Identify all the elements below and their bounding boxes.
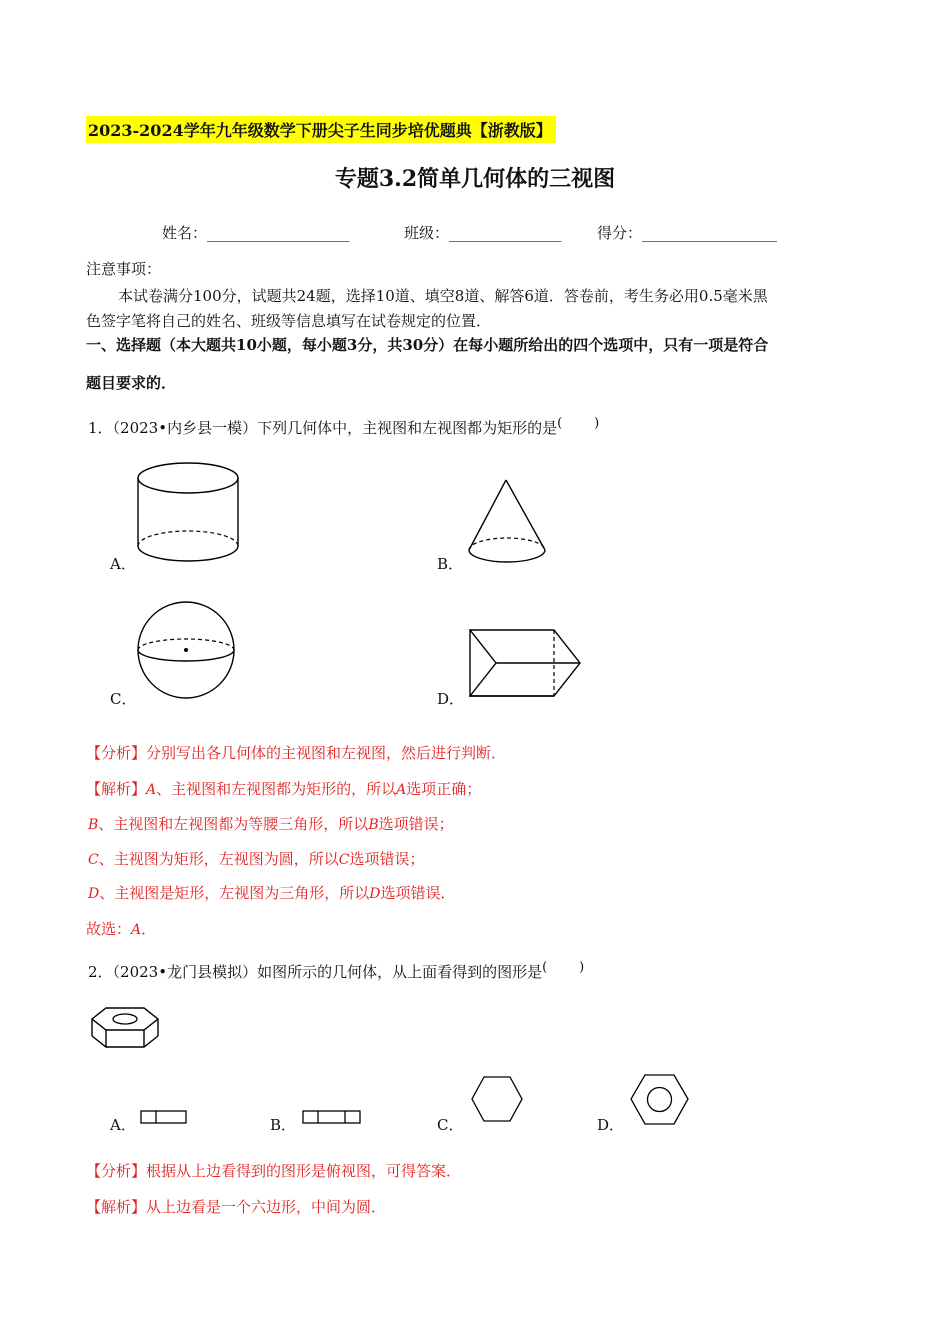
q2-option-c-label: C． (437, 1116, 464, 1134)
notice-line-2: 色签字笔将自己的姓名、班级等信息填写在试卷规定的位置． (86, 312, 492, 330)
q1-sol-d-end: 选项错误． (380, 884, 456, 902)
q1-answer-paren: ( ) (557, 416, 602, 431)
cylinder-figure (136, 462, 240, 566)
q2-analysis: 【分析】根据从上边看得到的图形是俯视图，可得答案． (86, 1162, 462, 1180)
q1-answer-prefix: 故选： (86, 920, 132, 938)
score-field: 得分：__________________ (597, 224, 778, 242)
sphere-figure (136, 600, 240, 704)
hex-nut-figure (88, 1006, 160, 1050)
q2-stem (88, 956, 586, 982)
q1-sol-c-var: C (88, 852, 99, 868)
notice-heading: 注意事项： (86, 260, 162, 278)
notice-line-1: 本试卷满分100分，试题共24题，选择10道、填空8道、解答6道．答卷前，考生务必用0.5毫米黑 (118, 287, 768, 305)
q1-option-c-label: C． (110, 690, 137, 708)
q2-stem-text: 2．（2023•龙门县模拟）如图所示的几何体，从上面看得到的图形是 (88, 963, 543, 981)
q1-analysis: 【分析】分别写出各几何体的主视图和左视图，然后进行判断． (86, 744, 507, 762)
q1-sol-c-mid: 、主视图为矩形，左视图为圆，所以 (98, 850, 339, 868)
q1-sol-b-end: 选项错误； (378, 815, 454, 833)
q2-option-b-label: B． (270, 1116, 297, 1134)
section-heading-line-2: 题目要求的． (86, 374, 177, 392)
q2-option-d-label: D． (597, 1116, 625, 1134)
q1-sol-a-end: 选项正确； (406, 780, 482, 798)
page-title: 专题3.2简单几何体的三视图 (334, 166, 616, 192)
class-field: 班级：_______________ (404, 224, 562, 242)
q1-solution-c (88, 848, 424, 869)
name-field: 姓名：___________________ (162, 224, 350, 242)
q1-option-d-label: D． (437, 690, 465, 708)
q1-sol-d-mid: 、主视图是矩形，左视图为三角形，所以 (99, 884, 370, 902)
q2-option-a-label: A． (110, 1116, 136, 1134)
prism-figure (468, 628, 583, 702)
q1-solution-a (86, 778, 481, 799)
q1-sol-c-var2: C (338, 852, 350, 868)
q1-solution-tag: 【解析】 (86, 780, 147, 798)
q1-answer-var: A (131, 922, 142, 938)
q1-solution-d (88, 882, 456, 903)
q1-sol-a-var: A (146, 782, 157, 798)
q2-option-d-figure (629, 1073, 691, 1127)
q1-answer-end: ． (141, 920, 157, 938)
q2-solution: 【解析】从上边看是一个六边形，中间为圆． (86, 1198, 387, 1216)
q1-answer (86, 918, 156, 939)
q1-sol-b-var2: B (368, 817, 379, 833)
q1-option-b-label: B． (437, 555, 464, 573)
q2-option-a-figure (140, 1110, 188, 1126)
q1-sol-b-var: B (88, 817, 99, 833)
q1-sol-a-var2: A (396, 782, 407, 798)
q1-option-a-label: A． (110, 555, 136, 573)
section-heading-line-1: 一、选择题（本大题共10小题，每小题3分，共30分）在每小题所给出的四个选项中，只有一项是符合 (86, 336, 769, 354)
q1-sol-b-mid: 、主视图和左视图都为等腰三角形，所以 (98, 815, 369, 833)
q1-sol-d-var2: D (369, 886, 381, 902)
q2-option-c-figure (470, 1075, 524, 1125)
q2-answer-paren: ( ) (542, 960, 587, 975)
q2-option-b-figure (302, 1110, 362, 1126)
q1-stem (88, 412, 601, 438)
header-banner: 2023-2024学年九年级数学下册尖子生同步培优题典【浙教版】 (86, 116, 556, 143)
cone-figure (466, 478, 548, 568)
q1-solution-b (88, 813, 454, 834)
q1-sol-c-end: 选项错误； (349, 850, 425, 868)
q1-stem-text: 1．（2023•内乡县一模）下列几何体中，主视图和左视图都为矩形的是 (88, 419, 558, 437)
q1-sol-d-var: D (88, 886, 100, 902)
q1-sol-a-mid: 、主视图和左视图都为矩形的，所以 (156, 780, 397, 798)
